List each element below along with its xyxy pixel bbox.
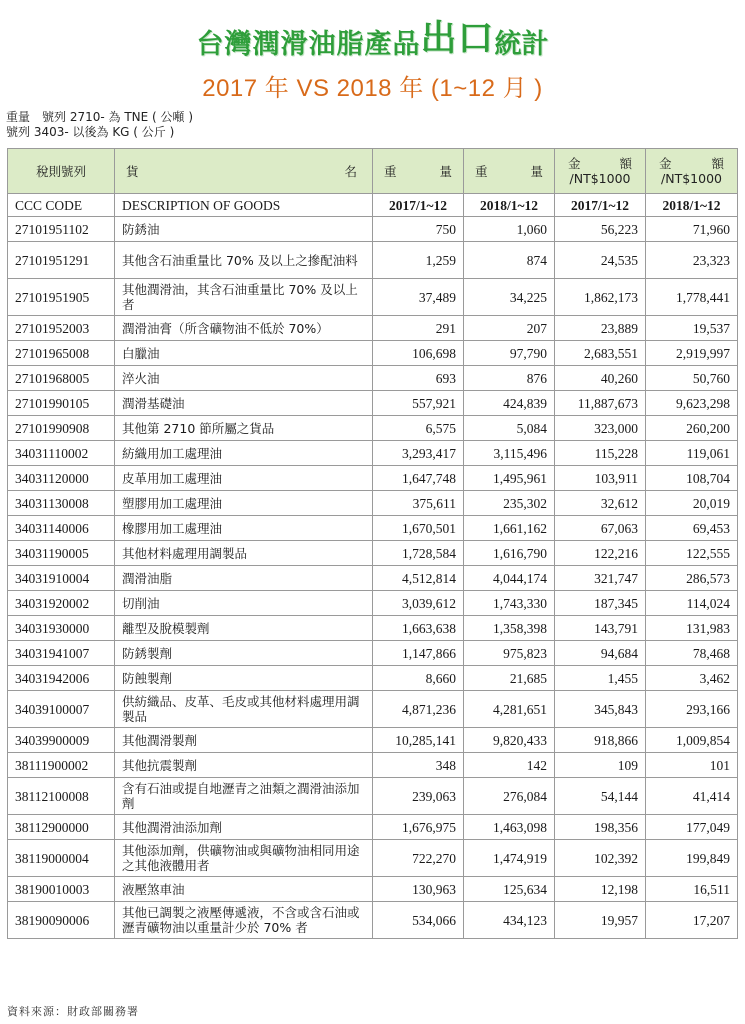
cell-value-2017: 143,791 (555, 616, 646, 641)
cell-weight-2018: 21,685 (464, 666, 555, 691)
cell-desc: 供紡織品、皮革、毛皮或其他材料處理用調製品 (115, 691, 373, 728)
header-v1-a: 金 (568, 156, 581, 171)
subheader-period-3: 2017/1~12 (555, 194, 646, 217)
cell-desc: 潤滑油脂 (115, 566, 373, 591)
cell-weight-2018: 1,474,919 (464, 840, 555, 877)
cell-value-2018: 41,414 (646, 778, 738, 815)
cell-value-2017: 1,455 (555, 666, 646, 691)
cell-desc: 其他潤滑製劑 (115, 728, 373, 753)
cell-desc: 防銹油 (115, 217, 373, 242)
header-desc-b: 名 (344, 163, 357, 179)
cell-code: 38112100008 (8, 778, 115, 815)
cell-value-2017: 11,887,673 (555, 391, 646, 416)
cell-code: 34031910004 (8, 566, 115, 591)
header-desc (115, 149, 373, 194)
cell-code: 27101990908 (8, 416, 115, 441)
cell-weight-2017: 1,670,501 (373, 516, 464, 541)
cell-code: 27101951291 (8, 242, 115, 279)
cell-value-2017: 1,862,173 (555, 279, 646, 316)
cell-weight-2018: 34,225 (464, 279, 555, 316)
cell-value-2018: 16,511 (646, 877, 738, 902)
cell-value-2017: 323,000 (555, 416, 646, 441)
cell-code: 27101951102 (8, 217, 115, 242)
cell-code: 34031942006 (8, 666, 115, 691)
cell-weight-2018: 1,358,398 (464, 616, 555, 641)
cell-weight-2017: 557,921 (373, 391, 464, 416)
cell-desc: 切削油 (115, 591, 373, 616)
header-weight-2017 (373, 149, 464, 194)
cell-desc: 橡膠用加工處理油 (115, 516, 373, 541)
page-title (0, 10, 745, 61)
cell-desc: 防銹製劑 (115, 641, 373, 666)
cell-code: 34031120000 (8, 466, 115, 491)
cell-weight-2017: 4,512,814 (373, 566, 464, 591)
cell-code: 27101965008 (8, 341, 115, 366)
cell-weight-2018: 97,790 (464, 341, 555, 366)
cell-desc: 皮革用加工處理油 (115, 466, 373, 491)
cell-value-2017: 19,957 (555, 902, 646, 939)
cell-value-2017: 198,356 (555, 815, 646, 840)
header-value-2018 (646, 149, 738, 194)
cell-weight-2018: 1,060 (464, 217, 555, 242)
header-v2-a: 金 (659, 156, 672, 171)
table-row (8, 242, 738, 279)
cell-code: 34031920002 (8, 591, 115, 616)
cell-desc: 防蝕製劑 (115, 666, 373, 691)
table-row (8, 279, 738, 316)
cell-desc: 紡織用加工處理油 (115, 441, 373, 466)
cell-value-2017: 40,260 (555, 366, 646, 391)
table-row (8, 877, 738, 902)
table-row (8, 316, 738, 341)
subheader-desc: DESCRIPTION OF GOODS (115, 194, 373, 217)
cell-weight-2017: 8,660 (373, 666, 464, 691)
cell-weight-2018: 1,463,098 (464, 815, 555, 840)
cell-desc: 其他潤滑油添加劑 (115, 815, 373, 840)
cell-weight-2017: 239,063 (373, 778, 464, 815)
cell-desc: 潤滑基礎油 (115, 391, 373, 416)
cell-code: 27101990105 (8, 391, 115, 416)
cell-weight-2018: 276,084 (464, 778, 555, 815)
cell-weight-2018: 434,123 (464, 902, 555, 939)
header-v1-b: 額 (619, 156, 632, 171)
cell-value-2018: 50,760 (646, 366, 738, 391)
cell-weight-2018: 125,634 (464, 877, 555, 902)
table-row (8, 591, 738, 616)
subheader-period-4: 2018/1~12 (646, 194, 738, 217)
table-row (8, 416, 738, 441)
cell-value-2017: 94,684 (555, 641, 646, 666)
header-v2-unit: /NT$1000 (661, 171, 722, 186)
table-row (8, 616, 738, 641)
cell-value-2017: 103,911 (555, 466, 646, 491)
cell-weight-2017: 37,489 (373, 279, 464, 316)
cell-value-2018: 199,849 (646, 840, 738, 877)
table-row (8, 666, 738, 691)
cell-value-2017: 122,216 (555, 541, 646, 566)
title-part-2: 出口 (420, 18, 495, 59)
cell-weight-2017: 348 (373, 753, 464, 778)
cell-value-2018: 286,573 (646, 566, 738, 591)
cell-value-2017: 115,228 (555, 441, 646, 466)
cell-code: 38190090006 (8, 902, 115, 939)
table-row (8, 491, 738, 516)
cell-weight-2017: 3,039,612 (373, 591, 464, 616)
cell-code: 38112900000 (8, 815, 115, 840)
cell-desc: 其他潤滑油，其含石油重量比 70% 及以上者 (115, 279, 373, 316)
cell-code: 27101952003 (8, 316, 115, 341)
header-code: 稅則號列 (8, 149, 115, 194)
cell-value-2017: 67,063 (555, 516, 646, 541)
unit-note-1: 重量 號列 2710- 為 TNE ( 公噸 ) (6, 110, 194, 124)
cell-weight-2017: 722,270 (373, 840, 464, 877)
title-part-1: 台灣潤滑油脂產品 (196, 29, 421, 60)
table-row (8, 466, 738, 491)
cell-value-2017: 23,889 (555, 316, 646, 341)
title-part-3: 統計 (494, 29, 549, 60)
cell-value-2018: 293,166 (646, 691, 738, 728)
cell-value-2018: 114,024 (646, 591, 738, 616)
cell-value-2017: 345,843 (555, 691, 646, 728)
cell-weight-2017: 1,647,748 (373, 466, 464, 491)
cell-code: 34031130008 (8, 491, 115, 516)
cell-desc: 液壓煞車油 (115, 877, 373, 902)
cell-code: 27101951905 (8, 279, 115, 316)
cell-weight-2017: 375,611 (373, 491, 464, 516)
cell-value-2018: 260,200 (646, 416, 738, 441)
cell-weight-2018: 207 (464, 316, 555, 341)
header-value-2017 (555, 149, 646, 194)
cell-value-2017: 32,612 (555, 491, 646, 516)
cell-weight-2018: 142 (464, 753, 555, 778)
cell-weight-2018: 1,495,961 (464, 466, 555, 491)
cell-weight-2018: 1,616,790 (464, 541, 555, 566)
cell-weight-2018: 3,115,496 (464, 441, 555, 466)
cell-value-2018: 3,462 (646, 666, 738, 691)
cell-value-2018: 1,009,854 (646, 728, 738, 753)
table-row (8, 541, 738, 566)
cell-weight-2017: 4,871,236 (373, 691, 464, 728)
cell-code: 34031190005 (8, 541, 115, 566)
cell-code: 38111900002 (8, 753, 115, 778)
cell-value-2018: 9,623,298 (646, 391, 738, 416)
cell-code: 38119000004 (8, 840, 115, 877)
table-row (8, 902, 738, 939)
cell-value-2018: 108,704 (646, 466, 738, 491)
cell-desc: 潤滑油膏（所含礦物油不低於 70%） (115, 316, 373, 341)
table-row (8, 441, 738, 466)
cell-value-2017: 918,866 (555, 728, 646, 753)
page-subtitle: 2017 年 VS 2018 年 (1~12 月 ) (202, 75, 543, 102)
header-weight-2018 (464, 149, 555, 194)
cell-weight-2017: 1,259 (373, 242, 464, 279)
header-w1-a: 重 (384, 163, 397, 179)
header-w1-b: 量 (439, 163, 452, 179)
cell-value-2017: 56,223 (555, 217, 646, 242)
cell-value-2017: 187,345 (555, 591, 646, 616)
cell-value-2018: 119,061 (646, 441, 738, 466)
cell-weight-2017: 693 (373, 366, 464, 391)
cell-value-2017: 2,683,551 (555, 341, 646, 366)
table-row (8, 815, 738, 840)
cell-value-2018: 17,207 (646, 902, 738, 939)
cell-value-2018: 101 (646, 753, 738, 778)
table-row (8, 641, 738, 666)
cell-desc: 離型及脫模製劑 (115, 616, 373, 641)
table-subheader-row (8, 194, 738, 217)
cell-value-2017: 109 (555, 753, 646, 778)
table-row (8, 753, 738, 778)
cell-weight-2018: 4,044,174 (464, 566, 555, 591)
subheader-period-1: 2017/1~12 (373, 194, 464, 217)
unit-note-2: 號列 3403- 以後為 KG ( 公斤 ) (6, 125, 175, 139)
cell-weight-2017: 6,575 (373, 416, 464, 441)
cell-desc: 其他已調製之液壓傳遞液，不含或含石油或瀝青礦物油以重量計少於 70% 者 (115, 902, 373, 939)
table-row (8, 840, 738, 877)
cell-code: 34031140006 (8, 516, 115, 541)
cell-value-2018: 69,453 (646, 516, 738, 541)
cell-weight-2018: 1,661,162 (464, 516, 555, 541)
cell-code: 34031110002 (8, 441, 115, 466)
cell-value-2017: 102,392 (555, 840, 646, 877)
cell-value-2018: 122,555 (646, 541, 738, 566)
header-v2-b: 額 (711, 156, 724, 171)
export-stats-table (7, 148, 738, 939)
cell-value-2018: 71,960 (646, 217, 738, 242)
cell-code: 38190010003 (8, 877, 115, 902)
cell-weight-2017: 1,728,584 (373, 541, 464, 566)
cell-value-2017: 24,535 (555, 242, 646, 279)
cell-value-2018: 1,778,441 (646, 279, 738, 316)
cell-weight-2018: 874 (464, 242, 555, 279)
cell-desc: 白臘油 (115, 341, 373, 366)
cell-weight-2017: 3,293,417 (373, 441, 464, 466)
cell-weight-2017: 750 (373, 217, 464, 242)
cell-weight-2017: 291 (373, 316, 464, 341)
table-row (8, 516, 738, 541)
table-header-row (8, 149, 738, 194)
cell-desc: 其他材料處理用調製品 (115, 541, 373, 566)
cell-value-2017: 12,198 (555, 877, 646, 902)
cell-weight-2017: 1,147,866 (373, 641, 464, 666)
subheader-period-2: 2018/1~12 (464, 194, 555, 217)
cell-weight-2017: 1,663,638 (373, 616, 464, 641)
cell-value-2018: 19,537 (646, 316, 738, 341)
cell-value-2018: 23,323 (646, 242, 738, 279)
table-row (8, 217, 738, 242)
cell-value-2018: 2,919,997 (646, 341, 738, 366)
header-desc-a: 貨 (126, 163, 139, 179)
cell-weight-2017: 1,676,975 (373, 815, 464, 840)
table-row (8, 728, 738, 753)
cell-desc: 其他第 2710 節所屬之貨品 (115, 416, 373, 441)
table-row (8, 566, 738, 591)
cell-value-2018: 131,983 (646, 616, 738, 641)
cell-weight-2017: 534,066 (373, 902, 464, 939)
cell-weight-2018: 424,839 (464, 391, 555, 416)
table-row (8, 366, 738, 391)
cell-weight-2017: 10,285,141 (373, 728, 464, 753)
cell-code: 34039100007 (8, 691, 115, 728)
table-row (8, 778, 738, 815)
cell-value-2018: 78,468 (646, 641, 738, 666)
cell-weight-2018: 235,302 (464, 491, 555, 516)
cell-weight-2018: 9,820,433 (464, 728, 555, 753)
cell-value-2018: 20,019 (646, 491, 738, 516)
table-body (8, 217, 738, 939)
cell-code: 34031930000 (8, 616, 115, 641)
cell-code: 34031941007 (8, 641, 115, 666)
cell-weight-2018: 5,084 (464, 416, 555, 441)
cell-code: 34039900009 (8, 728, 115, 753)
table-row (8, 391, 738, 416)
subheader-code: CCC CODE (8, 194, 115, 217)
cell-desc: 其他抗震製劑 (115, 753, 373, 778)
cell-weight-2017: 106,698 (373, 341, 464, 366)
cell-weight-2018: 4,281,651 (464, 691, 555, 728)
cell-weight-2018: 876 (464, 366, 555, 391)
header-w2-a: 重 (475, 163, 488, 179)
source-note: 資料來源：財政部關務署 (7, 1005, 139, 1018)
table-row (8, 691, 738, 728)
cell-code: 27101968005 (8, 366, 115, 391)
cell-weight-2018: 1,743,330 (464, 591, 555, 616)
cell-desc: 塑膠用加工處理油 (115, 491, 373, 516)
cell-desc: 含有石油或提自地瀝青之油類之潤滑油添加劑 (115, 778, 373, 815)
header-v1-unit: /NT$1000 (569, 171, 631, 186)
cell-desc: 淬火油 (115, 366, 373, 391)
cell-weight-2018: 975,823 (464, 641, 555, 666)
cell-value-2018: 177,049 (646, 815, 738, 840)
header-w2-b: 量 (530, 163, 543, 179)
cell-value-2017: 54,144 (555, 778, 646, 815)
cell-weight-2017: 130,963 (373, 877, 464, 902)
table-row (8, 341, 738, 366)
cell-desc: 其他含石油重量比 70% 及以上之摻配油料 (115, 242, 373, 279)
cell-desc: 其他添加劑，供礦物油或與礦物油相同用途之其他液體用者 (115, 840, 373, 877)
cell-value-2017: 321,747 (555, 566, 646, 591)
